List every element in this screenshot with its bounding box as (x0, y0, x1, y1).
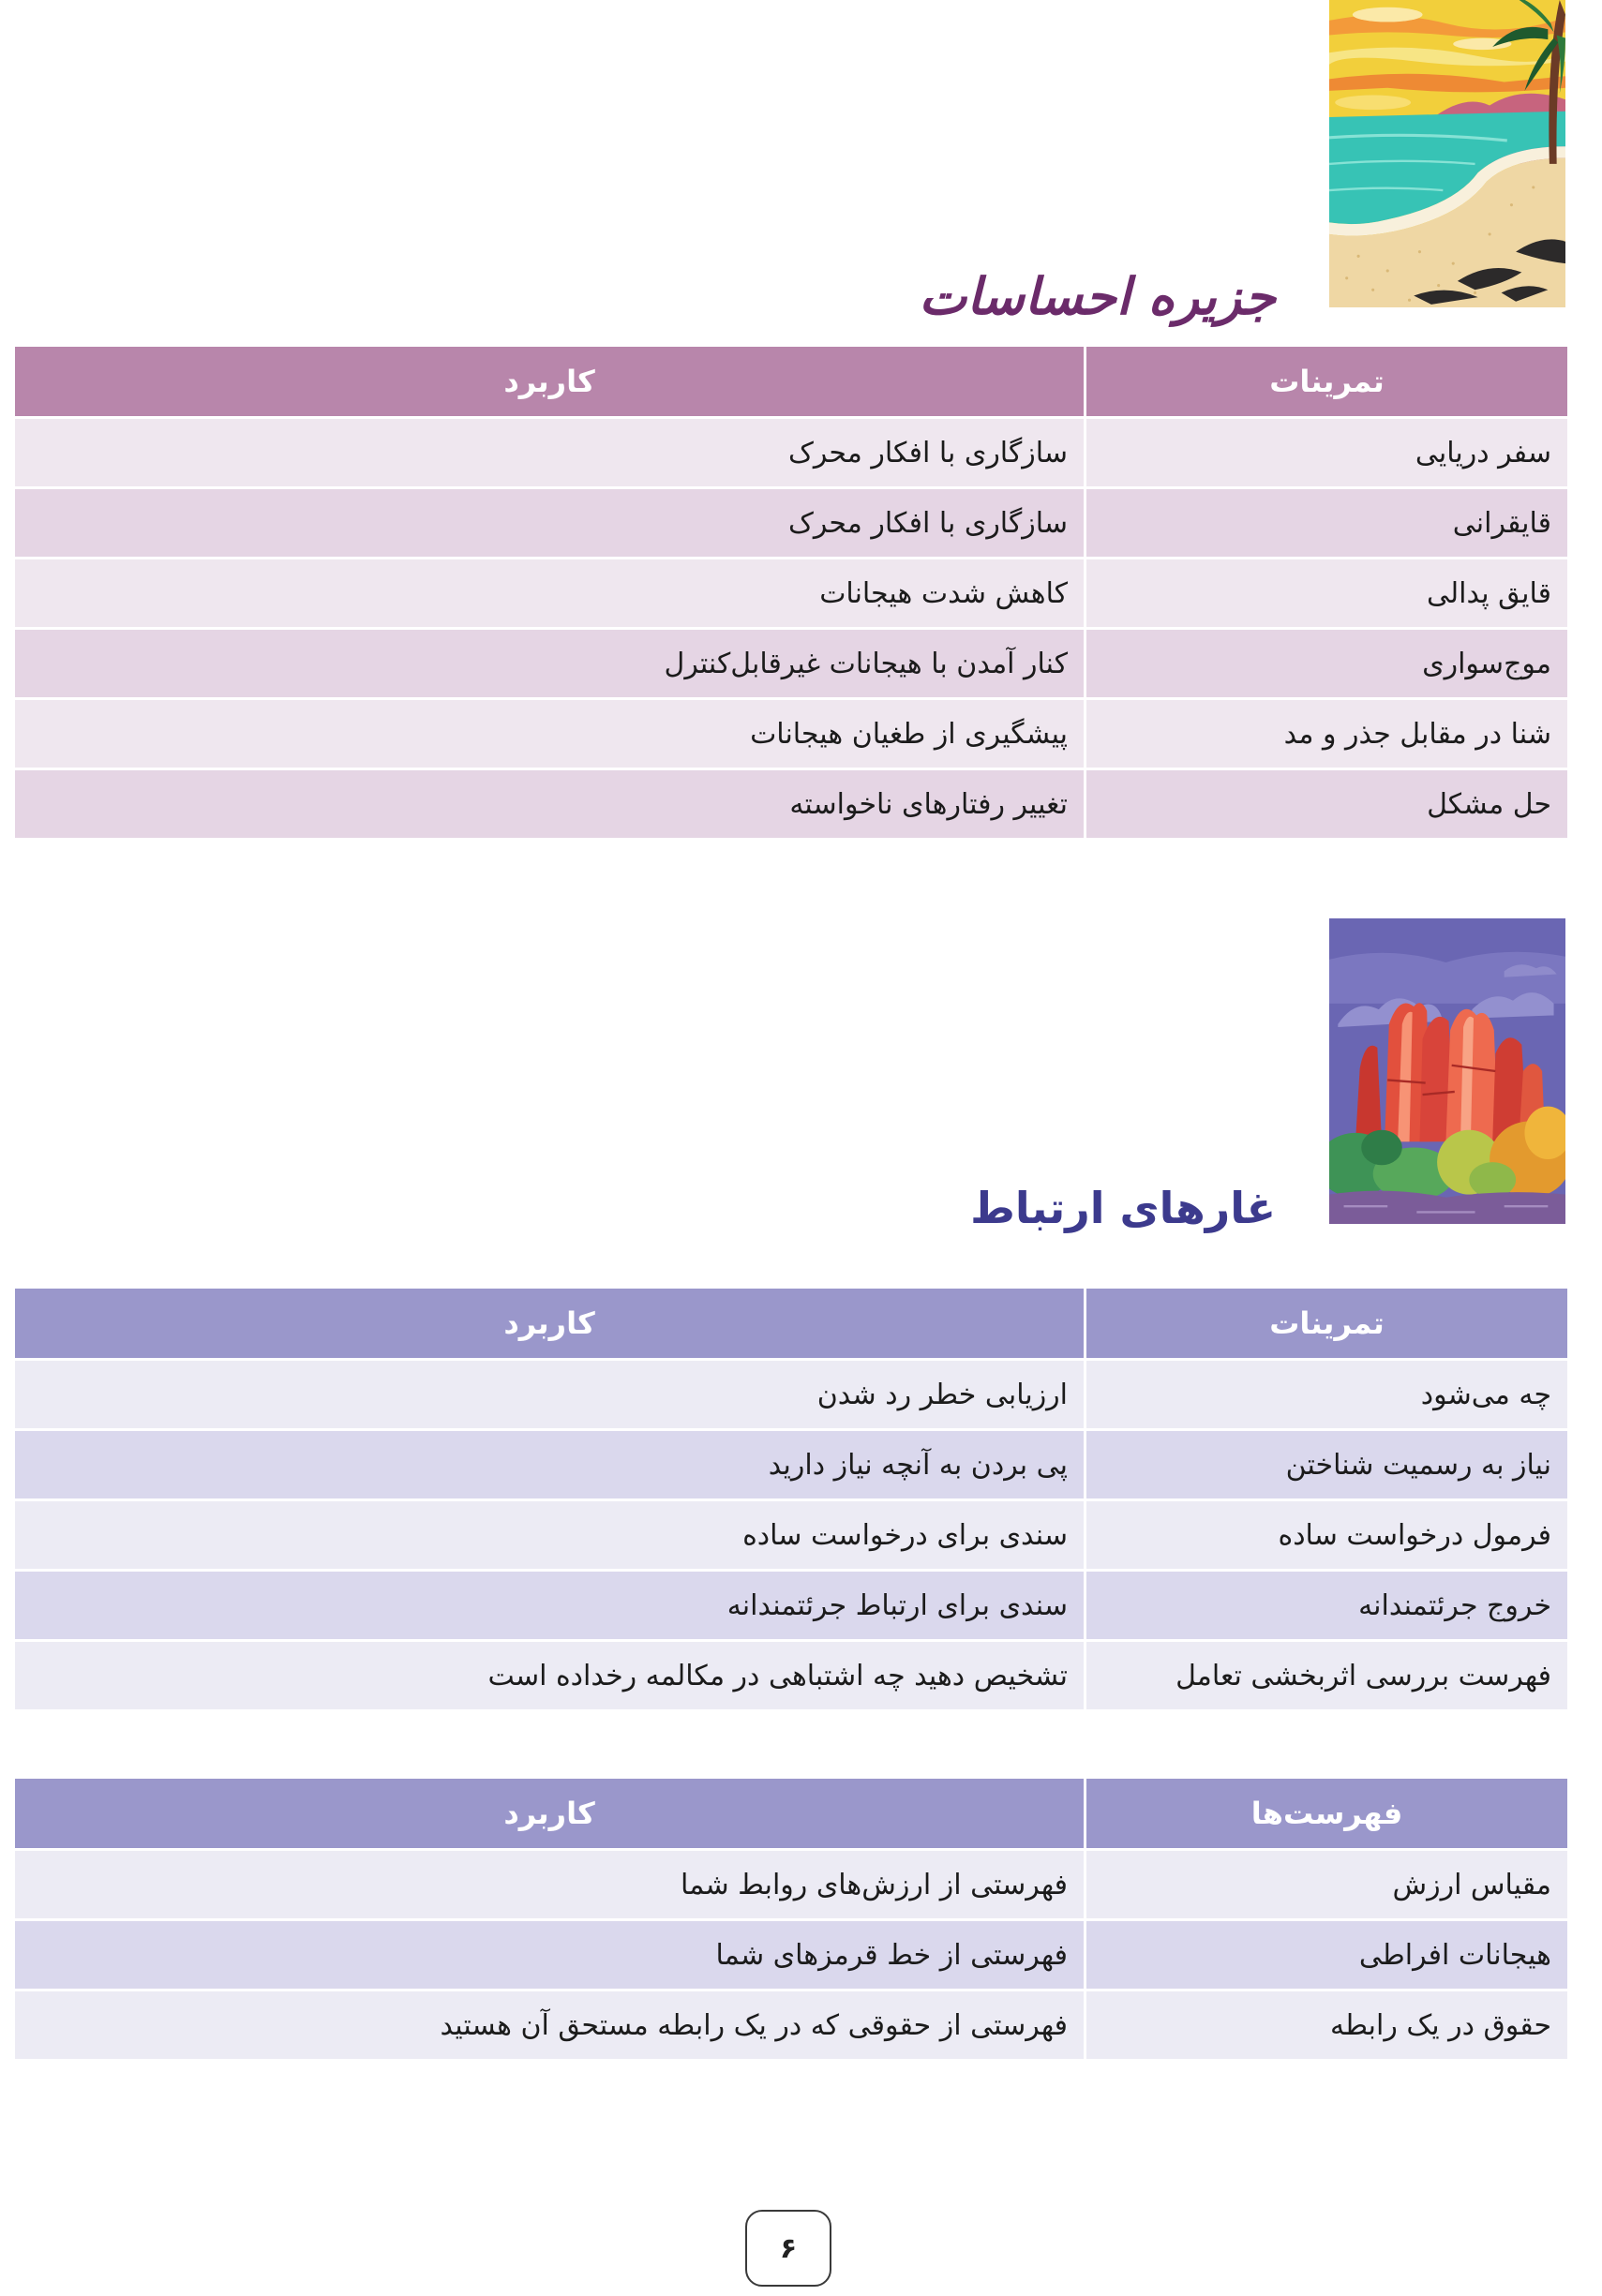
emotion-island-table (15, 347, 1567, 838)
exercise-cell: سفر دریایی (1086, 419, 1567, 486)
header-exercises: تمرینات (1086, 347, 1567, 416)
use-cell: تشخیص دهید چه اشتباهی در مکالمه رخداده است (15, 1642, 1084, 1709)
header-lists: فهرست‌ها (1086, 1779, 1567, 1848)
list-cell: هیجانات افراطی (1086, 1921, 1567, 1989)
page-number: ۶ (745, 2210, 831, 2287)
exercise-cell: قایق پدالی (1086, 559, 1567, 627)
use-cell: سندی برای ارتباط جرئتمندانه (15, 1572, 1084, 1639)
exercise-cell: حل مشکل (1086, 770, 1567, 838)
use-cell: پی بردن به آنچه نیاز دارید (15, 1431, 1084, 1498)
use-cell: فهرستی از ارزش‌های روابط شما (15, 1851, 1084, 1918)
exercise-cell: چه می‌شود (1086, 1361, 1567, 1428)
list-cell: مقیاس ارزش (1086, 1851, 1567, 1918)
use-cell: کنار آمدن با هیجانات غیرقابل‌کنترل (15, 630, 1084, 697)
exercise-cell: قایقرانی (1086, 489, 1567, 557)
use-cell: پیشگیری از طغیان هیجانات (15, 700, 1084, 768)
header-use: کاربرد (15, 347, 1084, 416)
header-exercises: تمرینات (1086, 1289, 1567, 1358)
exercise-cell: فهرست بررسی اثربخشی تعامل (1086, 1642, 1567, 1709)
use-cell: سازگاری با افکار محرک (15, 419, 1084, 486)
use-cell: تغییر رفتارهای ناخواسته (15, 770, 1084, 838)
exercise-cell: نیاز به رسمیت شناختن (1086, 1431, 1567, 1498)
use-cell: سندی برای درخواست ساده (15, 1501, 1084, 1569)
header-use: کاربرد (15, 1779, 1084, 1848)
header-use: کاربرد (15, 1289, 1084, 1358)
exercise-cell: خروج جرئتمندانه (1086, 1572, 1567, 1639)
beach-illustration (1329, 0, 1565, 307)
communication-caves-title: غارهای ارتباط (970, 1183, 1276, 1233)
exercise-cell: شنا در مقابل جذر و مد (1086, 700, 1567, 768)
list-cell: حقوق در یک رابطه (1086, 1991, 1567, 2059)
cave-illustration (1329, 918, 1565, 1224)
use-cell: فهرستی از حقوقی که در یک رابطه مستحق آن هستید (15, 1991, 1084, 2059)
use-cell: سازگاری با افکار محرک (15, 489, 1084, 557)
emotion-island-title: جزیره احساسات (919, 267, 1276, 326)
use-cell: کاهش شدت هیجانات (15, 559, 1084, 627)
exercise-cell: فرمول درخواست ساده (1086, 1501, 1567, 1569)
use-cell: فهرستی از خط قرمزهای شما (15, 1921, 1084, 1989)
communication-exercises-table (15, 1289, 1567, 1709)
exercise-cell: موج‌سواری (1086, 630, 1567, 697)
use-cell: ارزیابی خطر رد شدن (15, 1361, 1084, 1428)
communication-lists-table (15, 1779, 1567, 2059)
